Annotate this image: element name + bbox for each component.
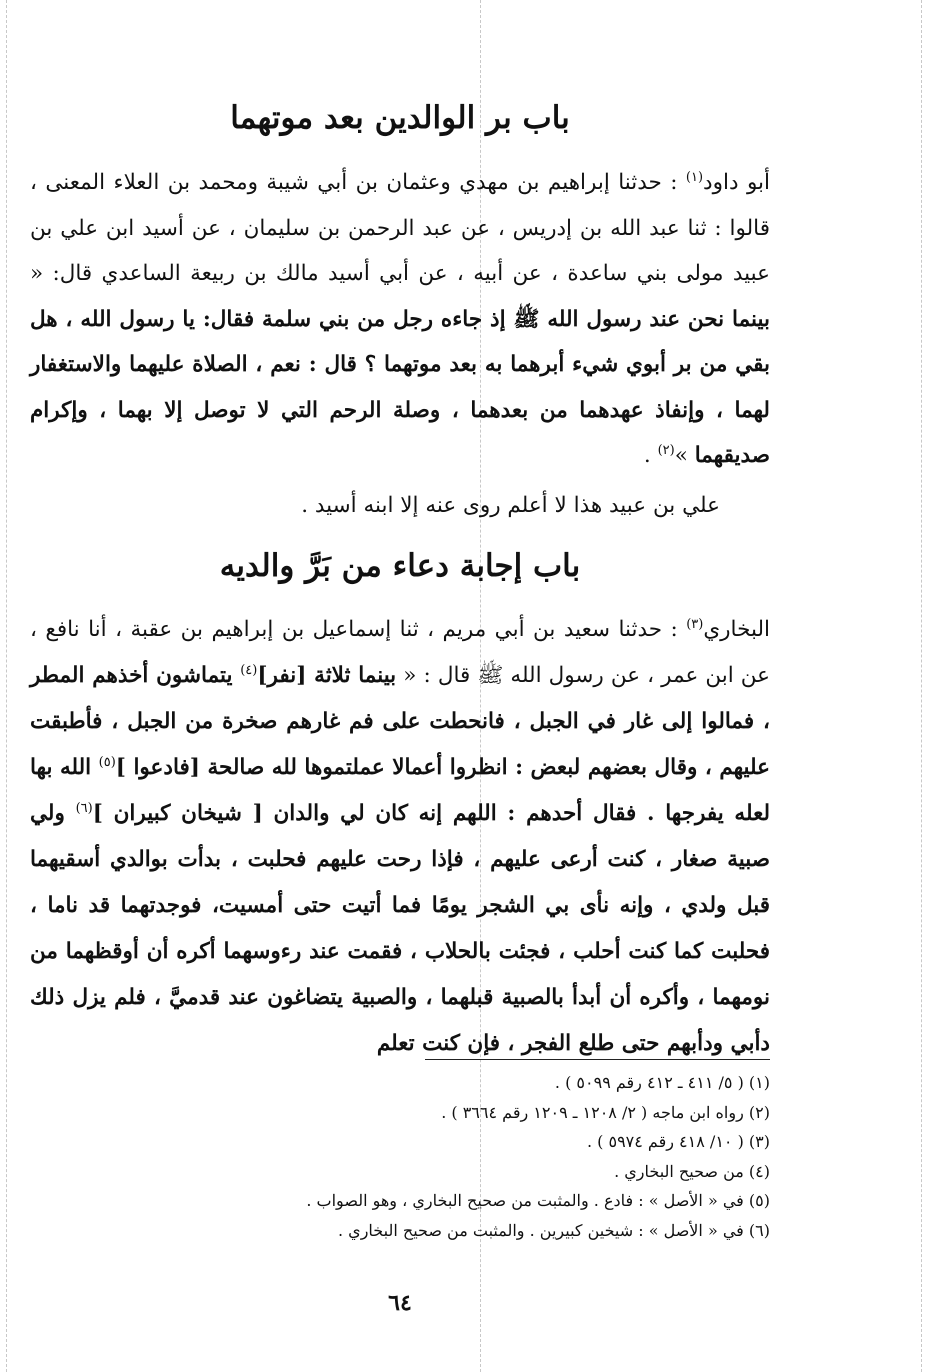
commentary-paragraph: علي بن عبيد هذا لا أعلم روى عنه إلا ابنه أسيد . [301,493,720,518]
narrator-name: أبو داود [703,170,771,195]
document-page [30,0,770,1372]
hadith-text-part-3: الله بها لعله يفرجها . فقال أحدهم : اللهم إنه كان لي والدان [ شيخان كبيران ] [30,755,770,826]
isnad-text: : حدثنا إبراهيم بن مهدي وعثمان بن أبي شيبة ومحمد بن العلاء المعنى ، قالوا : ثنا عبد الله بن إدريس ، عن عبد الرحمن بن سليمان ، عن أسيد ابن علي بن عبيد مولى بني ساعدة ، عن أبيه ، عن أبي أسيد مالك بن ربيعة الساعدي قال: « [30,170,770,286]
hadith-text-part-4: ولي صبية صغار ، كنت أرعى عليهم ، فإذا رحت عليهم فحلبت ، بدأت بوالدي أسقيهما قبل ولدي ، وإنه نأى بي الشجر يومًا فما أتيت حتى أمسيت، فوجدتهما قد ناما ، فحلبت كما كنت أحلب ، فجئت بالحلاب ، فقمت عند رءوسهما أكره أن أوقظهما من نومهما ، وأكره أن أبدأ بالصبية قبلهما ، والصبية يتضاغون عند قدميَّ ، فلم يزل ذلك دأبي ودأبهم حتى طلع الفجر ، فإن كنت تعلم [30,801,770,1056]
footnote-1: (١) ( ٥/ ٤١١ ـ ٤١٢ رقم ٥٠٩٩ ) . [554,1073,770,1092]
narrator-name: البخاري [703,617,770,642]
margin-guide-left [6,0,7,1372]
footnote-ref-1: (١) [685,169,704,185]
sentence-end: . [643,443,658,468]
footnote-separator [425,1059,770,1060]
quote-close: » [674,443,695,468]
section-heading-dua-answered: باب إجابة دعاء من بَرَّ والديه [219,548,581,584]
footnote-3: (٣) ( ١٠/ ٤١٨ رقم ٥٩٧٤ ) . [586,1132,770,1151]
footnotes-list [30,1068,770,1245]
footnote-2: (٢) رواه ابن ماجه ( ٢/ ١٢٠٨ ـ ١٢٠٩ رقم ٣٦٦٤ ) . [441,1102,770,1122]
hadith-paragraph-bukhari [30,607,770,1067]
footnote-ref-6: (٦) [75,800,93,816]
hadith-paragraph-abu-dawud [30,160,770,479]
hadith-text: بينما نحن عند رسول الله ﷺ إذ جاءه رجل من بني سلمة فقال: يا رسول الله ، هل بقي من بر أبوي شيء أبرهما به بعد موتهما ؟ قال : نعم ، الصلاة عليهما والاستغفار لهما ، وإنفاذ عهدهما من بعدهما ، وصلة الرحم التي لا توصل إلا بهما ، وإكرام صديقهما [30,306,770,468]
footnote-ref-4: (٤) [240,662,258,678]
footnote-ref-2: (٢) [657,442,675,458]
isnad-text: : حدثنا سعيد بن أبي مريم ، ثنا إسماعيل بن إبراهيم بن عقبة ، أنا نافع ، عن ابن عمر ، عن رسول الله ﷺ قال : « [30,617,770,688]
footnote-5: (٥) في « الأصل » : فادع . والمثبت من صحيح البخاري ، وهو الصواب . [306,1191,770,1210]
hadith-text-part-2: يتماشون أخذهم المطر ، فمالوا إلى غار في الجبل ، فانحطت على فم غارهم صخرة من الجبل ، فأطبقت عليهم ، وقال بعضهم لبعض : انظروا أعمالا عملتموها لله صالحة [فادعوا ] [30,663,770,780]
hadith-text-part-1: بينما ثلاثة [نفر] [257,663,397,688]
margin-guide-right [921,0,922,1372]
section-heading-parents-after-death: باب بر الوالدين بعد موتهما [230,100,570,136]
footnote-ref-5: (٥) [98,754,116,770]
footnote-6: (٦) في « الأصل » : شيخين كبيرين . والمثبت من صحيح البخاري . [338,1220,770,1240]
page-number: ٦٤ [388,1290,412,1316]
footnote-4: (٤) من صحيح البخاري . [614,1161,770,1181]
footnote-ref-3: (٣) [686,616,704,632]
